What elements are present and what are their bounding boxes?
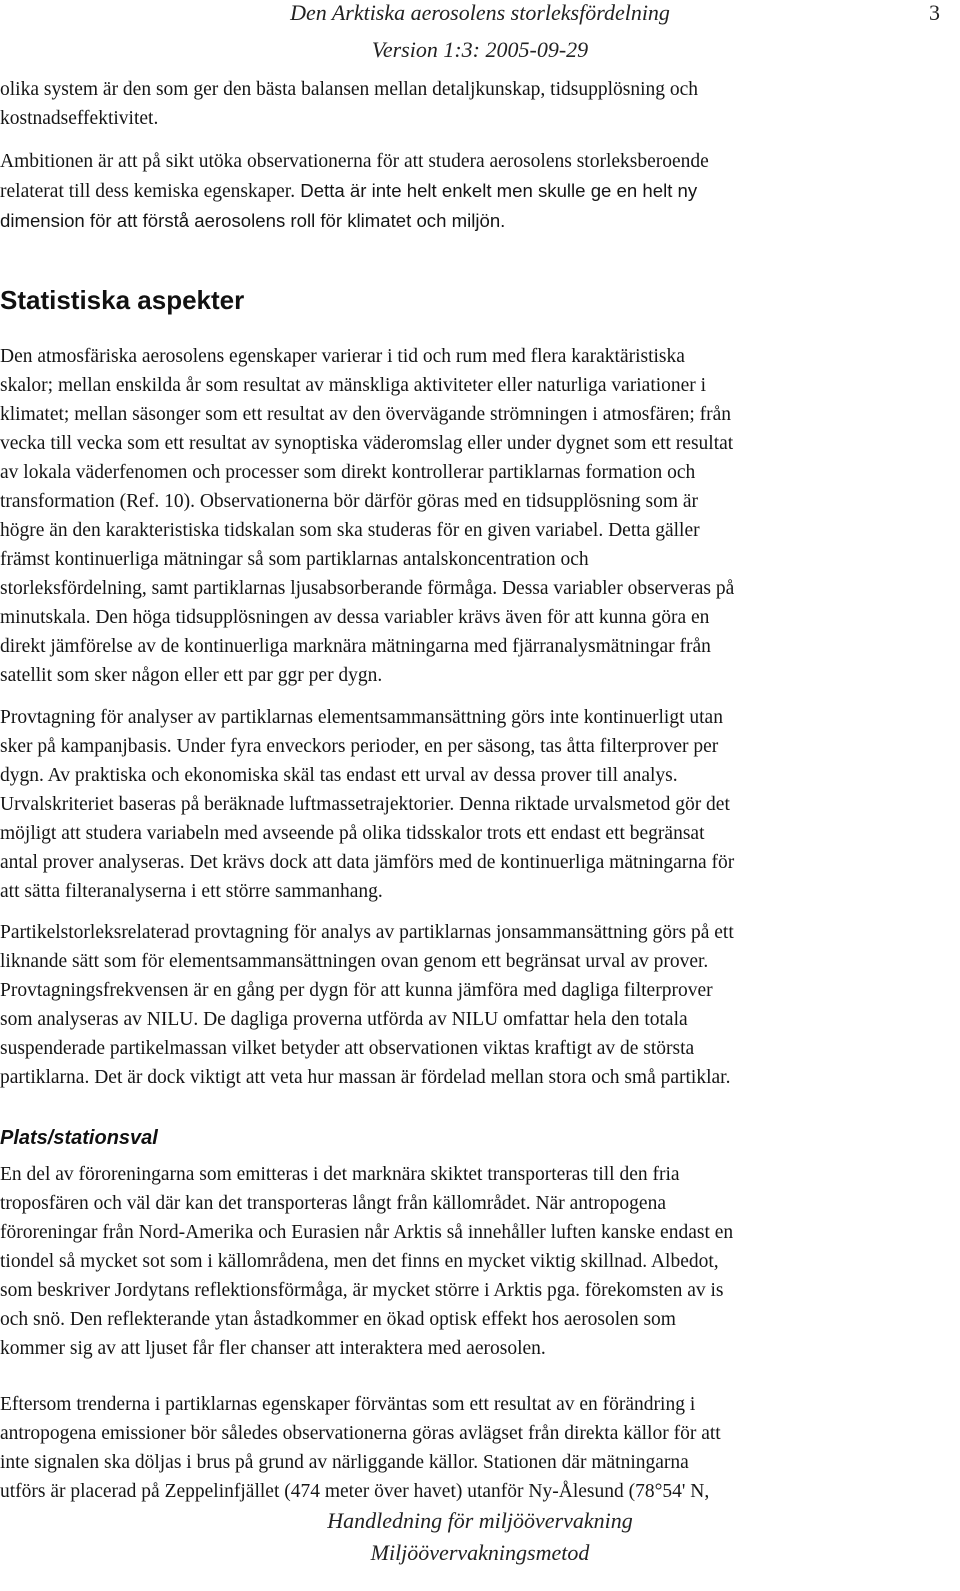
text-line: direkt jämförelse av de kontinuerliga marknära mätningarna med fjärranalysmätningar från <box>0 636 711 657</box>
text-line: utförs är placerad på Zeppelinfjället (474 meter över havet) utanför Ny-Ålesund (78°54' N, <box>0 1481 710 1502</box>
text-line: troposfären och väl där kan det transporteras långt från källområdet. När antropogena <box>0 1193 666 1214</box>
text-line: Eftersom trenderna i partiklarnas egenskaper förväntas som ett resultat av en förändring i <box>0 1394 696 1415</box>
text-line: klimatet; mellan säsonger som ett resultat av den övervägande strömningen i atmosfären; från <box>0 404 732 425</box>
text-line: sker på kampanjbasis. Under fyra enveckors perioder, en per säsong, tas åtta filterprover per <box>0 736 719 757</box>
text-line: dygn. Av praktiska och ekonomiska skäl tas endast ett urval av dessa prover till analys. <box>0 765 678 786</box>
text-line: möjligt att studera variabeln med avseende på olika tidsskalor trots ett endast ett begränsat <box>0 823 705 844</box>
text-line <box>0 176 960 206</box>
text-line: satellit som sker någon eller ett par ggr per dygn. <box>0 665 383 686</box>
section-heading-plats-stationsval: Plats/stationsval <box>0 1127 158 1149</box>
header-version: Version 1:3: 2005-09-29 <box>371 37 589 62</box>
footer-line-1: Handledning för miljöövervakning <box>327 1508 633 1533</box>
header-title: Den Arktiska aerosolens storleksfördelning <box>290 0 670 25</box>
text-line: minutskala. Den höga tidsupplösningen av dessa variabler krävs även för att kunna göra en <box>0 607 710 628</box>
text-line: Provtagning för analyser av partiklarnas elementsammansättning görs inte kontinuerligt utan <box>0 707 723 728</box>
intro-paragraph-2 <box>0 147 960 235</box>
text-line: liknande sätt som för elementsammansättningen ovan genom ett begränsat urval av prover. <box>0 951 709 972</box>
intro-paragraph-1 <box>0 75 960 133</box>
page-number: 3 <box>929 0 940 25</box>
text-line: storleksfördelning, samt partiklarnas ljusabsorberande förmåga. Dessa variabler observeras på <box>0 578 735 599</box>
text-line: och snö. Den reflekterande ytan åstadkommer en ökad optisk effekt hos aerosolen som <box>0 1309 676 1330</box>
text-line: inte signalen ska döljas i brus på grund av närliggande källor. Stationen där mätningarna <box>0 1452 689 1473</box>
text-line: En del av föroreningarna som emitteras i det marknära skiktet transporteras till den fria <box>0 1164 680 1185</box>
text-line: tiondel så mycket sot som i källområdena, men det finns en mycket viktig skillnad. Albedot, <box>0 1251 719 1272</box>
text-line: skalor; mellan enskilda år som resultat av mänskliga aktiviteter eller naturliga variationer i <box>0 375 707 396</box>
text-line: vecka till vecka som ett resultat av synoptiska väderomslag eller under dygnet som ett resultat <box>0 433 734 454</box>
text-line: transformation (Ref. 10). Observationerna bör därför göras med en tidsupplösning som är <box>0 491 699 512</box>
text-line: kommer sig av att ljuset får fler chanser att interaktera med aerosolen. <box>0 1338 546 1359</box>
text-line: Partikelstorleksrelaterad provtagning för analys av partiklarnas jonsammansättning görs på ett <box>0 922 734 943</box>
text-line: Urvalskriteriet baseras på beräknade luftmassetrajektorier. Denna riktade urvalsmetod gör det <box>0 794 730 815</box>
text-line: kostnadseffektivitet. <box>0 108 159 129</box>
section-heading-statistiska-aspekter: Statistiska aspekter <box>0 285 245 315</box>
text-line: Provtagningsfrekvensen är en gång per dygn för att kunna jämföra med dagliga filterprover <box>0 980 713 1001</box>
plats-paragraph-1 <box>0 1160 960 1363</box>
text-line: partiklarna. Det är dock viktigt att veta hur massan är fördelad mellan stora och små partiklar. <box>0 1067 731 1088</box>
text-segment: relaterat till dess kemiska egenskaper. <box>0 181 296 202</box>
text-line: antropogena emissioner bör således observationerna göras avlägset från direkta källor för att <box>0 1423 721 1444</box>
text-line: främst kontinuerliga mätningar så som partiklarnas antalskoncentration och <box>0 549 589 570</box>
text-segment: Detta är inte helt enkelt men skulle ge en helt ny <box>295 180 698 201</box>
text-line: suspenderade partikelmassan vilket betyder att observationen viktas kraftigt av de största <box>0 1038 695 1059</box>
text-line: olika system är den som ger den bästa balansen mellan detaljkunskap, tidsupplösning och <box>0 79 699 100</box>
statistik-paragraph-2 <box>0 703 960 906</box>
text-line: att sätta filteranalyserna i ett större sammanhang. <box>0 881 383 902</box>
plats-paragraph-2 <box>0 1390 960 1506</box>
text-line: Den atmosfäriska aerosolens egenskaper varierar i tid och rum med flera karaktäristiska <box>0 346 685 367</box>
text-line: högre än den karakteristiska tidskalan som ska studeras för en given variabel. Detta gäller <box>0 520 700 541</box>
text-line: som analyseras av NILU. De dagliga proverna utförda av NILU omfattar hela den totala <box>0 1009 688 1030</box>
text-line: antal prover analyseras. Det krävs dock att data jämförs med de kontinuerliga mätningarna för <box>0 852 735 873</box>
text-line: som beskriver Jordytans reflektionsförmåga, är mycket större i Arktis pga. förekomsten av is <box>0 1280 724 1301</box>
footer-line-2: Miljöövervakningsmetod <box>370 1540 590 1565</box>
text-line: föroreningar från Nord-Amerika och Eurasien når Arktis så innehåller luften kanske endast en <box>0 1222 734 1243</box>
text-line: dimension för att förstå aerosolens roll för klimatet och miljön. <box>0 210 506 231</box>
statistik-paragraph-1 <box>0 342 960 690</box>
statistik-paragraph-3 <box>0 918 960 1092</box>
text-line: Ambitionen är att på sikt utöka observationerna för att studera aerosolens storleksberoende <box>0 151 709 172</box>
text-line: av lokala väderfenomen och processer som direkt kontrollerar partiklarnas formation och <box>0 462 696 483</box>
